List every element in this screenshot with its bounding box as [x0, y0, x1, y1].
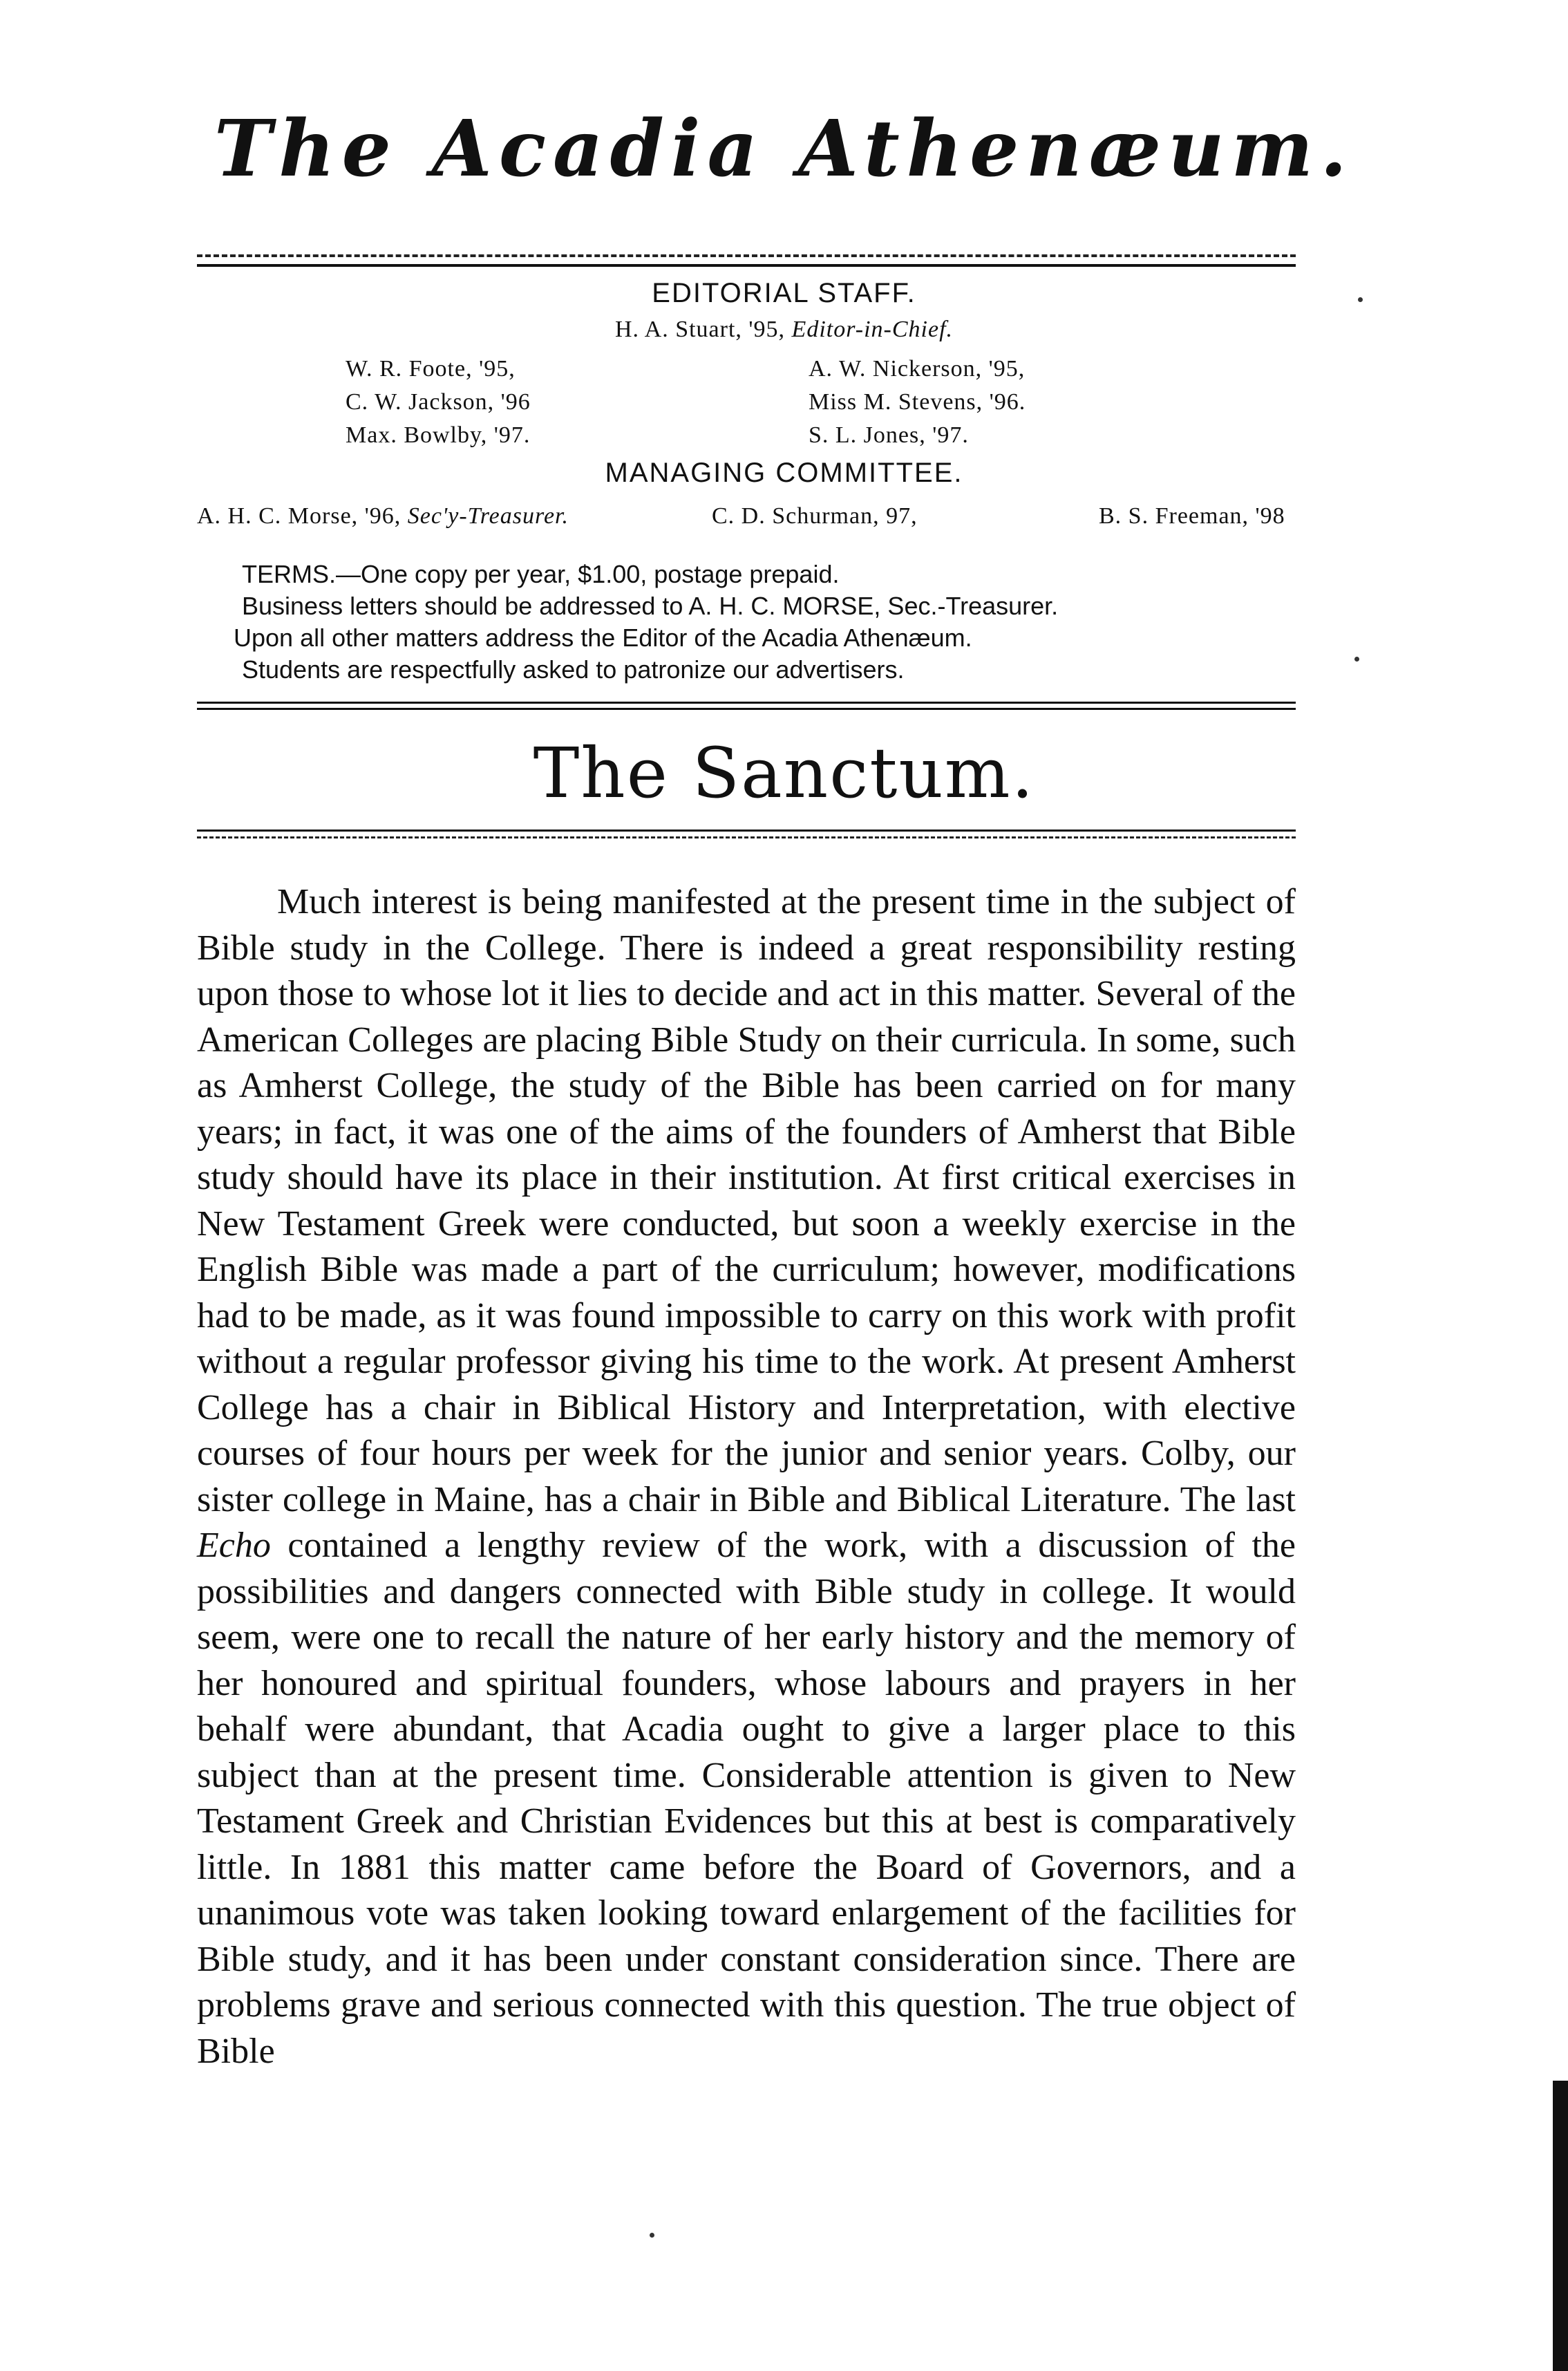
- speck-mark: [1354, 657, 1359, 662]
- article-body: [197, 879, 1296, 2074]
- committee-member-1-role: Sec'y-Treasurer.: [407, 503, 569, 529]
- staff-member: S. L. Jones, '97.: [809, 422, 969, 448]
- terms-block: [234, 559, 1348, 686]
- editor-in-chief-role: Editor-in-Chief.: [791, 317, 954, 342]
- staff-member: Miss M. Stevens, '96.: [809, 389, 1026, 415]
- staff-member: C. W. Jackson, '96: [346, 389, 531, 415]
- article-paragraph: [197, 879, 1296, 2074]
- section-rule-top-2: [197, 708, 1296, 710]
- committee-member-1-name: A. H. C. Morse, '96,: [197, 503, 408, 529]
- committee-member-3: B. S. Freeman, '98: [1099, 503, 1285, 529]
- editor-in-chief-name: H. A. Stuart, '95,: [614, 317, 792, 342]
- speck-mark: [1358, 297, 1363, 302]
- article-text-part1: Much interest is being manifested at the present time in the subject of Bible study in the College. There is indeed a great responsibility resting upon those to whose lot it lies to decide and act in this matter. Several of the American Colleges are placing Bible Study on their curricula. In some, such as Amherst College, the study of the Bible has been carried on for many years; in fact, it was one of the aims of the founders of Amherst that Bible study should have its place in their institution. At first critical exercises in New Testament Greek were conducted, but soon a weekly exercise in the English Bible was made a part of the curriculum; however, modifications had to be made, as it was found impossible to carry on this work with profit without a regular professor giving his time to the work. At present Amherst College has a chair in Biblical History and Interpretation, with elective courses of four hours per week for the junior and senior years. Colby, our sister college in Maine, has a chair in Bible and Biblical Literature. The last: [197, 882, 1296, 1519]
- staff-member: Max. Bowlby, '97.: [346, 422, 531, 448]
- editorial-staff-heading: EDITORIAL STAFF.: [652, 278, 916, 308]
- section-rule-dashed: [197, 836, 1296, 838]
- terms-line: Business letters should be addressed to A. H. C. MORSE, Sec.-Treasurer.: [242, 592, 1059, 620]
- terms-line: Students are respectfully asked to patronize our advertisers.: [242, 655, 905, 684]
- staff-member: A. W. Nickerson, '95,: [809, 356, 1026, 382]
- masthead-title: The Acadia Athenæum.: [214, 104, 1354, 194]
- committee-member-1: [197, 503, 569, 530]
- managing-committee-heading: MANAGING COMMITTEE.: [605, 458, 963, 488]
- staff-right-column: [809, 353, 1026, 452]
- staff-member: W. R. Foote, '95,: [346, 356, 516, 382]
- section-title: The Sanctum.: [533, 733, 1035, 814]
- article-text-part2: contained a lengthy review of the work, with a discussion of the possibilities and dangers connected with Bible study in college. It would seem, were one to recall the nature of her early history and the memory of her honoured and spiritual founders, whose labours and prayers in her behalf were abundant, that Acadia ought to give a larger place to this subject than at the present time. Considerable attention is given to New Testament Greek and Christian Evidences but this at best is comparatively little. In 1881 this matter came before the Board of Governors, and a unanimous vote was taken looking toward enlargement of the facilities for Bible study, and it has been under constant consideration since. There are problems grave and serious connected with this question. The true object of Bible: [197, 1526, 1296, 2071]
- terms-line: TERMS.—One copy per year, $1.00, postage prepaid.: [242, 560, 840, 588]
- committee-member-2: C. D. Schurman, 97,: [712, 503, 918, 529]
- terms-line: Upon all other matters address the Editor of the Acadia Athenæum.: [234, 624, 972, 652]
- staff-left-column: [346, 353, 531, 452]
- article-echo-title: Echo: [197, 1526, 271, 1565]
- editor-in-chief: [0, 317, 1568, 343]
- page-edge-mark: [1553, 2081, 1568, 2371]
- speck-mark: [650, 2233, 654, 2238]
- section-rule-top-1: [197, 702, 1296, 704]
- section-rule-bottom: [197, 830, 1296, 832]
- masthead-rule-bottom: [197, 264, 1296, 267]
- masthead-rule-top: [197, 254, 1296, 257]
